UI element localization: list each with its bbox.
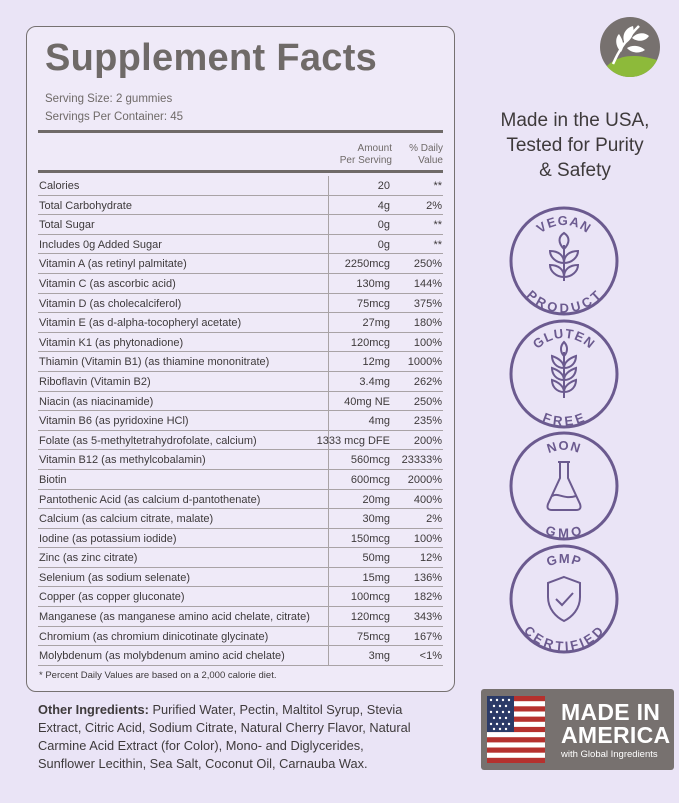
nutrient-row: [38, 646, 443, 666]
ingredients-text: Purified Water, Pectin, Maltitol Syrup, Stevia Extract, Citric Acid, Sodium Citrate, Natural Cherry Flavor, Natural Carmine Acid Extract (for Color), Mono- and Diglycerides, Sunflower Lecithin, Sea Salt, Coconut Oil, Carnauba Wax.: [38, 702, 411, 771]
nutrient-name: Vitamin C (as ascorbic acid): [39, 277, 176, 290]
nutrient-row: [38, 392, 443, 412]
wheat-icon: [552, 342, 576, 398]
other-ingredients: [38, 701, 418, 773]
brand-leaf-logo-icon: [599, 16, 661, 78]
nutrient-name: Calcium (as calcium citrate, malate): [39, 513, 214, 526]
svg-text:VEGAN: VEGAN: [533, 212, 595, 237]
svg-text:CERTIFIED: CERTIFIED: [521, 622, 607, 654]
nutrient-name: Thiamin (Vitamin B1) (as thiamine mononitrate): [39, 356, 270, 369]
nutrient-daily-value: 182%: [413, 591, 442, 604]
america-line: AMERICA: [561, 722, 671, 748]
svg-text:PRODUCT: PRODUCT: [523, 287, 605, 316]
nutrient-name: Zinc (as zinc citrate): [39, 552, 138, 565]
row-divider: [328, 392, 329, 411]
nutrient-amount: 3.4mg: [359, 375, 390, 388]
row-divider: [328, 176, 329, 195]
nutrient-amount: 20mg: [362, 493, 390, 506]
rule-top: [38, 130, 443, 133]
us-flag-icon: [487, 696, 545, 763]
row-divider: [328, 196, 329, 215]
gluten-free-badge: [508, 318, 620, 430]
footnote: * Percent Daily Values are based on a 2,000 calorie diet.: [39, 670, 277, 681]
row-divider: [328, 450, 329, 469]
svg-text:GMP: GMP: [544, 550, 584, 570]
non-gmo-badge: [508, 430, 620, 542]
nutrient-amount: 75mcg: [356, 630, 390, 643]
servings-per-container: Servings Per Container: 45: [45, 111, 184, 123]
made-in-america-badge: [481, 689, 674, 770]
row-divider: [328, 372, 329, 391]
nutrient-amount: 3mg: [368, 650, 390, 663]
nutrient-row: [38, 587, 443, 607]
nutrient-daily-value: 180%: [413, 317, 442, 330]
nutrient-name: Calories: [39, 180, 80, 192]
svg-text:GLUTEN: GLUTEN: [529, 325, 599, 352]
global-ingredients-line: with Global Ingredients: [561, 749, 658, 760]
nutrient-name: Total Sugar: [39, 219, 95, 232]
nutrient-row: [38, 313, 443, 333]
nutrient-daily-value: <1%: [419, 650, 442, 663]
nutrient-daily-value: 375%: [413, 297, 442, 310]
nutrient-name: Selenium (as sodium selenate): [39, 571, 191, 584]
row-divider: [328, 235, 329, 254]
nutrient-daily-value: 100%: [413, 336, 442, 349]
row-divider: [328, 607, 329, 626]
nutrient-name: Vitamin D (as cholecalciferol): [39, 297, 182, 310]
supplement-facts-panel: [26, 26, 455, 692]
nutrient-daily-value: 200%: [413, 434, 442, 447]
nutrient-daily-value: 262%: [413, 375, 442, 388]
row-divider: [328, 646, 329, 665]
plant-leaf-icon: [550, 233, 578, 281]
made-in-line: MADE IN: [561, 699, 661, 725]
svg-text:FREE: FREE: [540, 409, 588, 429]
shield-check-icon: [548, 577, 580, 621]
vegan-product-badge: [508, 205, 620, 317]
nutrient-daily-value: 250%: [413, 258, 442, 271]
nutrient-name: Pantothenic Acid (as calcium d-pantothenate): [39, 493, 261, 506]
nutrient-name: Biotin: [39, 473, 67, 486]
nutrient-amount: 50mg: [362, 552, 390, 565]
nutrient-daily-value: 1000%: [407, 356, 442, 369]
nutrient-daily-value: 167%: [413, 630, 442, 643]
nutrient-name: Copper (as copper gluconate): [39, 591, 185, 604]
nutrient-amount: 15mg: [362, 571, 390, 584]
nutrient-amount: 600mcg: [350, 473, 390, 486]
nutrient-amount: 0g: [377, 219, 390, 232]
nutrient-daily-value: 2%: [426, 199, 442, 212]
nutrient-row: [38, 352, 443, 372]
nutrient-row: [38, 627, 443, 647]
nutrient-row: [38, 450, 443, 470]
nutrient-row: [38, 509, 443, 529]
row-divider: [328, 529, 329, 548]
nutrient-amount: 27mg: [362, 317, 390, 330]
nutrient-row: [38, 431, 443, 451]
nutrient-row: [38, 490, 443, 510]
nutrient-amount: 130mg: [356, 277, 390, 290]
column-header-amount: Amount Per Serving: [339, 143, 392, 166]
nutrient-daily-value: 400%: [413, 493, 442, 506]
nutrient-daily-value: **: [433, 219, 442, 232]
nutrient-name: Vitamin B12 (as methylcobalamin): [39, 454, 206, 467]
nutrient-row: [38, 274, 443, 294]
nutrient-daily-value: 100%: [413, 532, 442, 545]
made-in-usa-tagline: Made in the USA, Tested for Purity & Safety: [500, 110, 650, 181]
row-divider: [328, 470, 329, 489]
row-divider: [328, 490, 329, 509]
nutrient-amount: 4g: [377, 199, 390, 212]
row-divider: [328, 274, 329, 293]
nutrient-daily-value: **: [433, 238, 442, 251]
nutrient-row: [38, 548, 443, 568]
row-divider: [328, 587, 329, 606]
row-divider: [328, 509, 329, 528]
row-divider: [328, 254, 329, 273]
nutrient-row: [38, 333, 443, 353]
nutrient-daily-value: 144%: [413, 277, 442, 290]
nutrient-name: Vitamin E (as d-alpha-tocopheryl acetate): [39, 317, 242, 330]
nutrient-row: [38, 176, 443, 196]
nutrient-amount: 0g: [377, 238, 390, 251]
flask-icon: [548, 462, 581, 510]
nutrient-name: Vitamin A (as retinyl palmitate): [39, 258, 187, 271]
nutrient-name: Total Carbohydrate: [39, 199, 132, 212]
nutrient-name: Niacin (as niacinamide): [39, 395, 154, 408]
nutrient-row: [38, 294, 443, 314]
row-divider: [328, 411, 329, 430]
svg-text:GMO: GMO: [543, 522, 585, 541]
nutrient-row: [38, 254, 443, 274]
row-divider: [328, 333, 329, 352]
nutrient-name: Vitamin B6 (as pyridoxine HCl): [39, 415, 189, 428]
nutrient-amount: 30mg: [362, 513, 390, 526]
row-divider: [328, 548, 329, 567]
gmp-certified-badge: [508, 543, 620, 655]
nutrient-daily-value: 250%: [413, 395, 442, 408]
nutrient-name: Riboflavin (Vitamin B2): [39, 375, 151, 388]
row-divider: [328, 352, 329, 371]
nutrient-amount: 4mg: [368, 415, 390, 428]
svg-text:NON: NON: [544, 438, 584, 456]
nutrient-daily-value: 12%: [419, 552, 442, 565]
ingredients-label: Other Ingredients:: [38, 702, 149, 717]
nutrient-name: Iodine (as potassium iodide): [39, 532, 177, 545]
nutrient-name: Manganese (as manganese amino acid chelate, citrate): [39, 611, 310, 624]
nutrient-daily-value: 235%: [413, 415, 442, 428]
nutrient-daily-value: 2000%: [407, 473, 442, 486]
nutrient-amount: 20: [377, 180, 390, 192]
row-divider: [328, 294, 329, 313]
panel-title: Supplement Facts: [45, 37, 378, 79]
row-divider: [328, 627, 329, 646]
nutrient-amount: 40mg NE: [344, 395, 390, 408]
nutrient-daily-value: **: [433, 180, 442, 192]
nutrient-name: Vitamin K1 (as phytonadione): [39, 336, 184, 349]
serving-size: Serving Size: 2 gummies: [45, 93, 173, 105]
nutrient-row: [38, 529, 443, 549]
nutrient-row: [38, 196, 443, 216]
nutrient-amount: 120mcg: [350, 611, 390, 624]
nutrient-rows: [38, 176, 443, 666]
nutrient-amount: 120mcg: [350, 336, 390, 349]
nutrient-amount: 1333 mcg DFE: [316, 434, 390, 447]
nutrient-daily-value: 2%: [426, 513, 442, 526]
nutrient-amount: 75mcg: [356, 297, 390, 310]
row-divider: [328, 313, 329, 332]
row-divider: [328, 568, 329, 587]
nutrient-daily-value: 343%: [413, 611, 442, 624]
nutrient-daily-value: 136%: [413, 571, 442, 584]
nutrient-name: Chromium (as chromium dinicotinate glycinate): [39, 630, 269, 643]
nutrient-amount: 12mg: [362, 356, 390, 369]
nutrient-amount: 2250mcg: [344, 258, 390, 271]
nutrient-row: [38, 235, 443, 255]
nutrient-name: Folate (as 5-methyltetrahydrofolate, calcium): [39, 434, 257, 447]
nutrient-row: [38, 411, 443, 431]
nutrient-name: Includes 0g Added Sugar: [39, 238, 162, 251]
column-header-daily-value: % Daily Value: [409, 143, 443, 166]
nutrient-row: [38, 607, 443, 627]
nutrient-amount: 560mcg: [350, 454, 390, 467]
nutrient-row: [38, 372, 443, 392]
row-divider: [328, 215, 329, 234]
nutrient-amount: 150mcg: [350, 532, 390, 545]
nutrient-name: Molybdenum (as molybdenum amino acid chelate): [39, 650, 285, 663]
nutrient-row: [38, 470, 443, 490]
rule-header: [38, 170, 443, 173]
nutrient-amount: 100mcg: [350, 591, 390, 604]
nutrient-row: [38, 215, 443, 235]
nutrient-row: [38, 568, 443, 588]
nutrient-daily-value: 23333%: [401, 454, 442, 467]
